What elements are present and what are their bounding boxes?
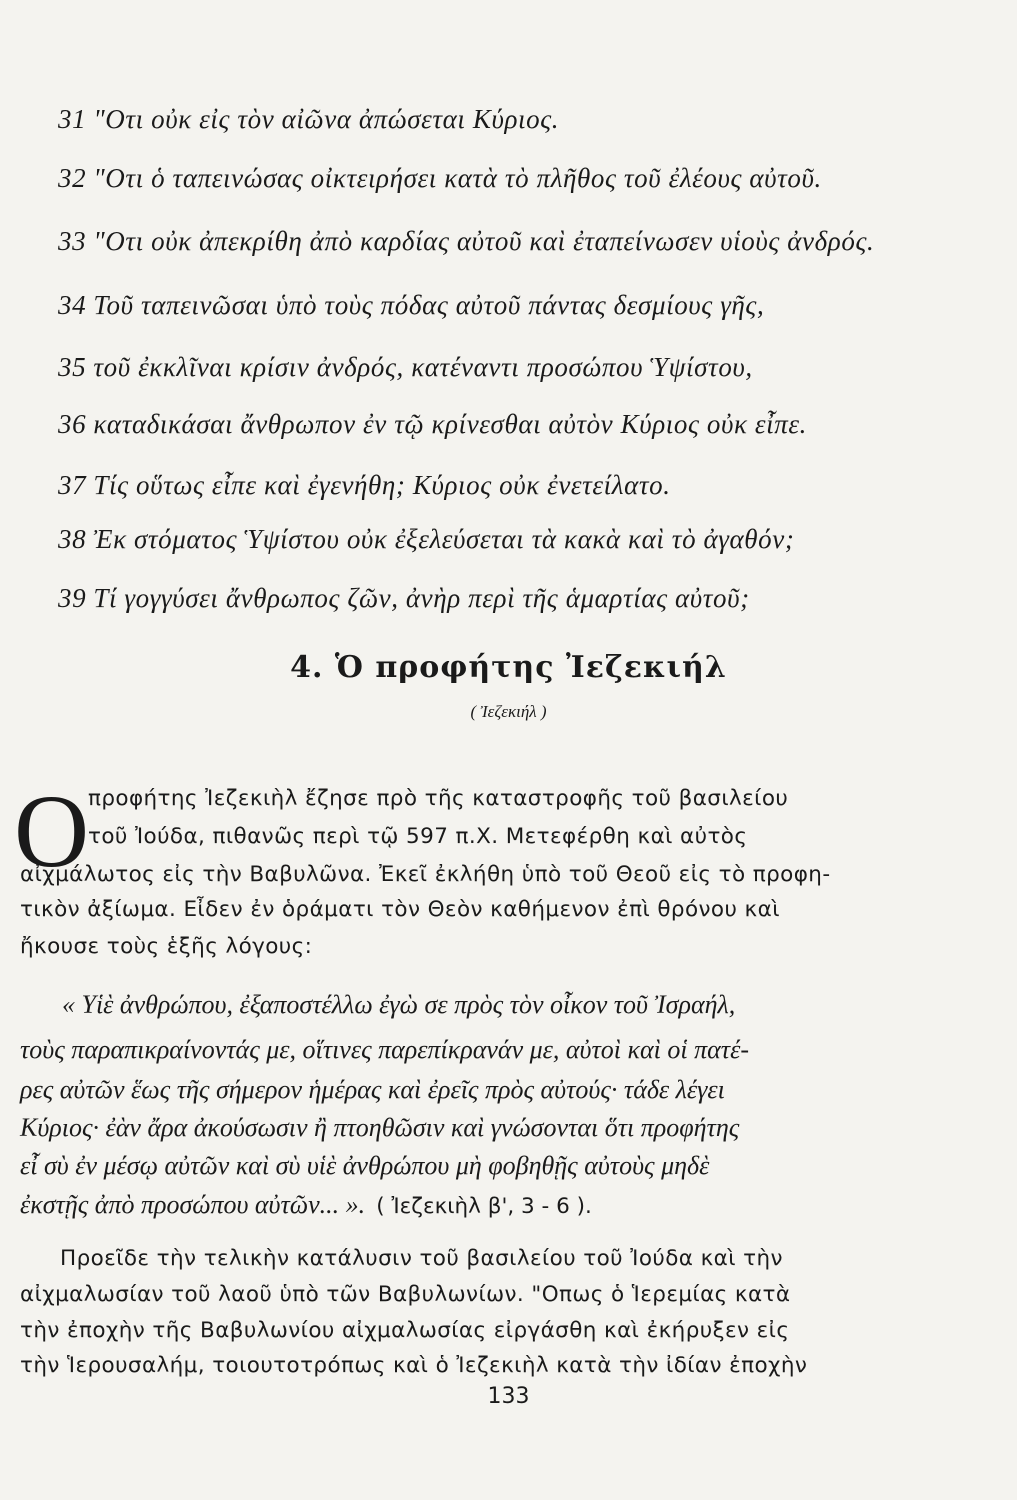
verse-number: 35 — [58, 352, 87, 382]
drop-cap: Ο — [14, 774, 90, 889]
paragraph-line: τοῦ Ἰούδα, πιθανῶς περὶ τῷ 597 π.Χ. Μετεφέρθη καὶ αὐτὸς — [88, 824, 748, 849]
quote-line: τοὺς παραπικραίνοντάς με, οἵτινες παρεπίκρανάν με, αὐτοὶ καὶ οἱ πατέ- — [20, 1035, 749, 1064]
verse-line — [58, 470, 858, 501]
verse-text: "Οτι οὐκ ἀπεκρίθη ἀπὸ καρδίας αὐτοῦ καὶ ἐταπείνωσεν υἱοὺς ἀνδρός. — [93, 226, 875, 256]
verse-number: 34 — [58, 290, 87, 320]
verse-line — [58, 409, 858, 440]
verse-text: "Οτι ὁ ταπεινώσας οἰκτειρήσει κατὰ τὸ πλῆθος τοῦ ἐλέους αὐτοῦ. — [93, 163, 822, 193]
quote-line: ρες αὐτῶν ἕως τῆς σήμερον ἡμέρας καὶ ἐρεῖς πρὸς αὐτούς· τάδε λέγει — [20, 1075, 725, 1104]
verse-line — [58, 583, 858, 614]
verse-text: καταδικάσαι ἄνθρωπον ἐν τῷ κρίνεσθαι αὐτὸν Κύριος οὐκ εἶπε. — [93, 409, 807, 439]
verse-line — [58, 163, 858, 194]
quote-line: εἶ σὺ ἐν μέσῳ αὐτῶν καὶ σὺ υἱὲ ἀνθρώπου μὴ φοβηθῇς αὐτοὺς μηδὲ — [20, 1151, 710, 1180]
paragraph-line: τὴν ἐποχὴν τῆς Βαβυλωνίου αἰχμαλωσίας εἰργάσθη καὶ ἐκήρυξεν εἰς — [20, 1318, 790, 1343]
paragraph-line: προφήτης Ἰεζεκιὴλ ἔζησε πρὸ τῆς καταστροφῆς τοῦ βασιλείου — [88, 786, 789, 811]
verse-line — [58, 524, 858, 555]
paragraph-line: ἤκουσε τοὺς ἑξῆς λόγους: — [20, 934, 313, 959]
verse-text: τοῦ ἐκκλῖναι κρίσιν ἀνδρός, κατέναντι προσώπου Ὑψίστου, — [93, 352, 753, 382]
verse-text: Ἐκ στόματος Ὑψίστου οὐκ ἐξελεύσεται τὰ κακὰ καὶ τὸ ἀγαθόν; — [93, 524, 795, 554]
paragraph-line: αἰχμαλωσίαν τοῦ λαοῦ ὑπὸ τῶν Βαβυλωνίων. "Οπως ὁ Ἱερεμίας κατὰ — [20, 1282, 791, 1307]
paragraph-line: τικὸν ἀξίωμα. Εἶδεν ἐν ὁράματι τὸν Θεὸν καθήμενον ἐπὶ θρόνου καὶ — [20, 897, 780, 922]
verse-number: 33 — [58, 226, 87, 256]
verse-line — [58, 104, 858, 135]
verse-text: Τοῦ ταπεινῶσαι ὑπὸ τοὺς πόδας αὐτοῦ πάντας δεσμίους γῆς, — [93, 290, 765, 320]
quote-line: Κύριος· ἐὰν ἄρα ἀκούσωσιν ἢ πτοηθῶσιν καὶ γνώσονται ὅτι προφήτης — [20, 1113, 740, 1142]
quote-reference: ( Ἰεζεκιὴλ β', 3 - 6 ). — [376, 1194, 592, 1219]
verse-number: 31 — [58, 104, 87, 134]
quote-line: « Υἱὲ ἀνθρώπου, ἐξαποστέλλω ἐγὼ σε πρὸς τὸν οἶκον τοῦ Ἰσραήλ, — [62, 990, 736, 1019]
paragraph-line: αἰχμάλωτος εἰς τὴν Βαβυλῶνα. Ἐκεῖ ἐκλήθη ὑπὸ τοῦ Θεοῦ εἰς τὸ προφη- — [20, 862, 831, 887]
verse-line — [58, 352, 858, 383]
quote-line: ἐκστῇς ἀπὸ προσώπου αὐτῶν... ». — [20, 1190, 366, 1219]
section-heading: 4. Ὁ προφήτης Ἰεζεκιήλ — [290, 650, 727, 685]
verse-number: 39 — [58, 583, 87, 613]
verse-number: 36 — [58, 409, 87, 439]
verse-number: 32 — [58, 163, 87, 193]
paragraph-line: τὴν Ἱερουσαλήμ, τοιουτοτρόπως καὶ ὁ Ἰεζεκιὴλ κατὰ τὴν ἰδίαν ἐποχὴν — [20, 1353, 808, 1378]
paragraph-line: Προεῖδε τὴν τελικὴν κατάλυσιν τοῦ βασιλείου τοῦ Ἰούδα καὶ τὴν — [60, 1246, 783, 1271]
quote-last-line — [20, 1190, 592, 1220]
verse-text: Τί γογγύσει ἄνθρωπος ζῶν, ἀνὴρ περὶ τῆς ἁμαρτίας αὐτοῦ; — [93, 583, 750, 613]
verse-text: Τίς οὕτως εἶπε καὶ ἐγενήθη; Κύριος οὐκ ἐνετείλατο. — [93, 470, 671, 500]
verse-text: "Οτι οὐκ εἰς τὸν αἰῶνα ἀπώσεται Κύριος. — [93, 104, 560, 134]
section-subheading: ( Ἰεζεκιήλ ) — [470, 702, 547, 721]
verse-number: 38 — [58, 524, 87, 554]
verse-line — [58, 290, 858, 321]
verse-line — [58, 226, 875, 257]
page-number: 133 — [487, 1384, 530, 1409]
verse-number: 37 — [58, 470, 87, 500]
